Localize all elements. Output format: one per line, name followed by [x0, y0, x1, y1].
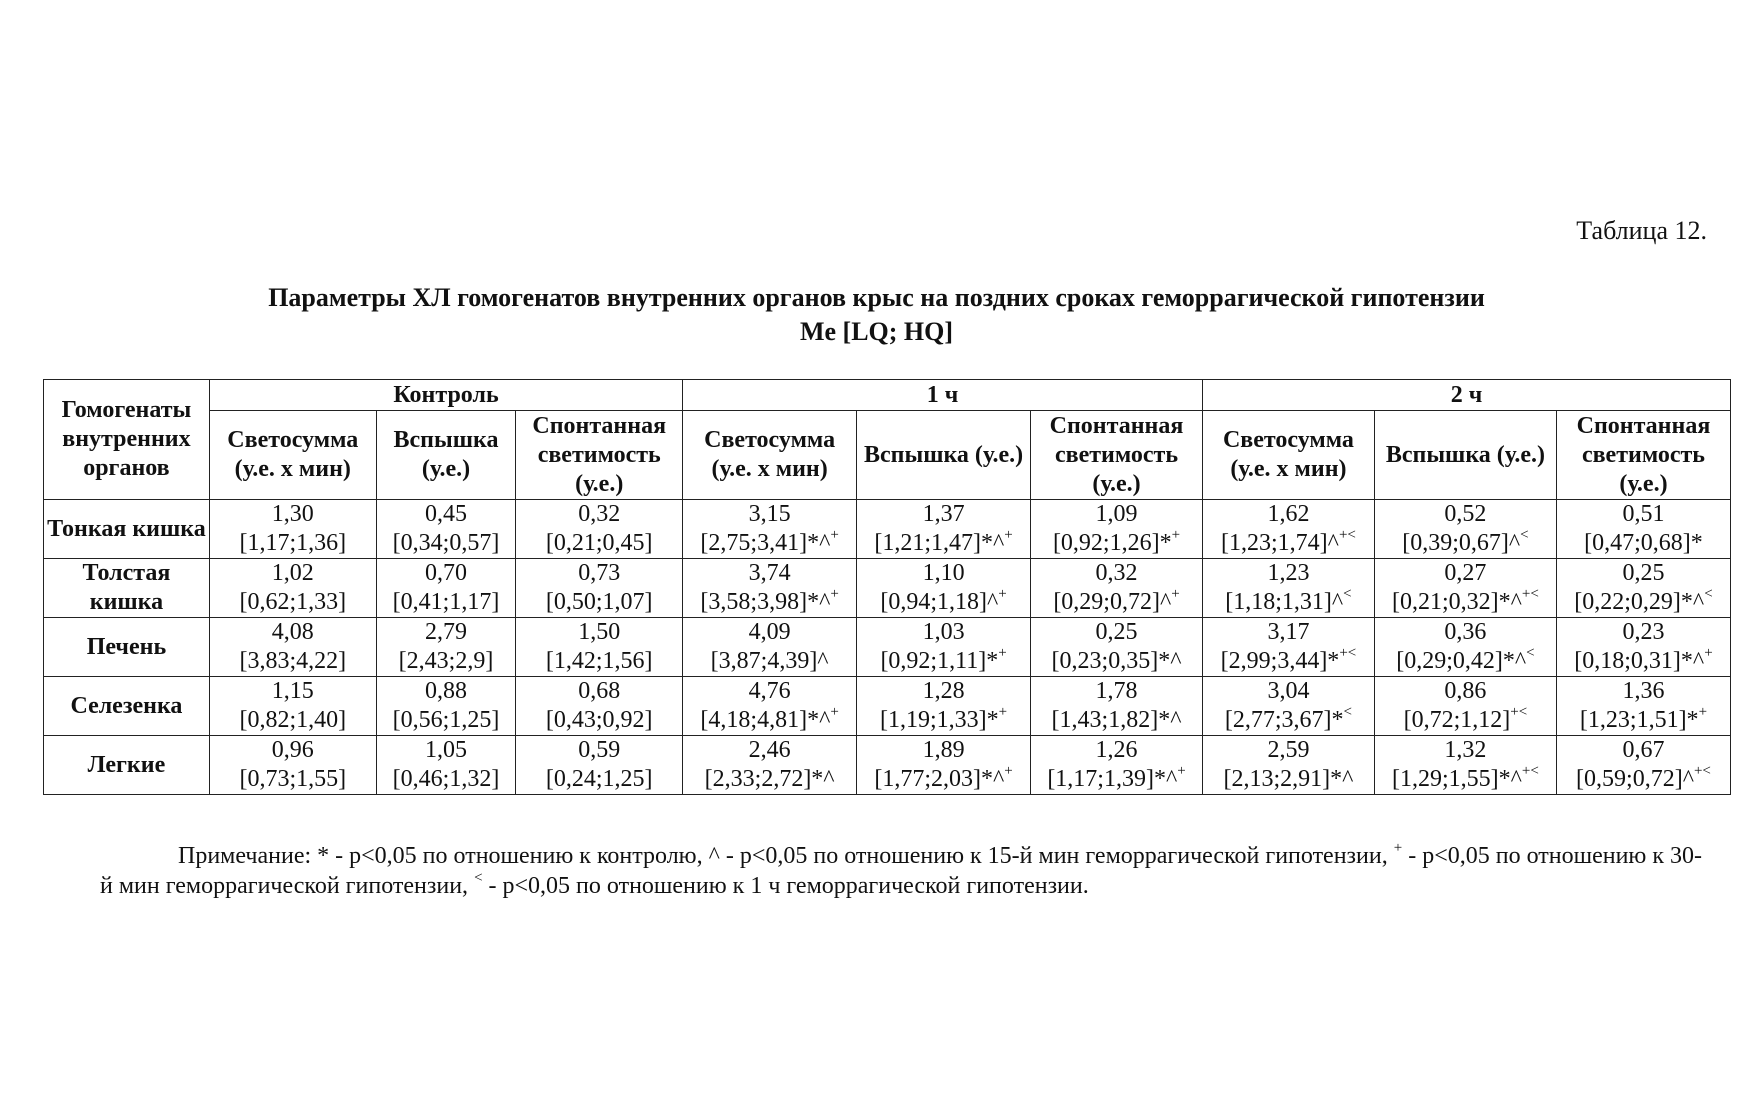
quartile-range: [0,47;0,68]*: [1584, 530, 1703, 556]
quartile-range: [1,23;1,74]^: [1221, 530, 1339, 556]
value-cell: [376, 500, 516, 559]
quartile-range: [1,17;1,39]*^: [1047, 766, 1178, 792]
value-cell: [376, 618, 516, 677]
value-cell: [683, 559, 857, 618]
value-cell: [683, 618, 857, 677]
param-header: Светосумма (у.е. х мин): [683, 411, 857, 500]
quartile-range-line: [1033, 588, 1200, 617]
value-cell: [209, 559, 376, 618]
quartile-range: [2,13;2,91]*^: [1223, 766, 1354, 792]
value-cell: [857, 677, 1031, 736]
quartile-range-line: [1033, 529, 1200, 558]
table-row: [44, 559, 1731, 618]
quartile-range: [0,46;1,32]: [392, 766, 500, 792]
quartile-range-line: [379, 647, 514, 676]
significance-marks: +: [1004, 763, 1013, 779]
significance-marks: <: [1704, 586, 1713, 602]
significance-marks: <: [1526, 645, 1535, 661]
median-value: 0,86: [1444, 678, 1487, 704]
median-value: 1,05: [425, 737, 467, 763]
value-cell: [1374, 618, 1556, 677]
quartile-range-line: [859, 706, 1028, 735]
table-row: [44, 500, 1731, 559]
organ-name: Тонкая кишка: [44, 500, 210, 559]
param-header: Вспышка (у.е.): [376, 411, 516, 500]
significance-marks: +<: [1339, 645, 1357, 661]
median-value: 0,88: [425, 678, 467, 704]
significance-marks: +<: [1521, 763, 1539, 779]
significance-marks: +: [1171, 527, 1181, 543]
quartile-range: [2,75;3,41]*^: [700, 530, 831, 556]
significance-marks: +: [1698, 704, 1708, 720]
param-header: Светосумма (у.е. х мин): [1202, 411, 1374, 500]
quartile-range: [3,87;4,39]^: [710, 648, 829, 674]
quartile-range: [0,92;1,26]*: [1052, 530, 1172, 556]
median-value: 0,68: [578, 678, 621, 704]
median-value: 0,27: [1444, 560, 1487, 586]
median-value: 1,78: [1095, 678, 1138, 704]
param-header: Спонтанная светимость (у.е.): [1031, 411, 1203, 500]
quartile-range-line: [212, 765, 374, 794]
median-value: 1,30: [271, 501, 314, 527]
median-value: 3,17: [1267, 619, 1310, 645]
median-value: 1,09: [1095, 501, 1138, 527]
group-header-control: Контроль: [209, 380, 682, 411]
median-value: 4,76: [748, 678, 791, 704]
median-value: 0,25: [1622, 560, 1665, 586]
quartile-range: [0,18;0,31]*^: [1574, 648, 1705, 674]
median-value: 0,70: [425, 560, 467, 586]
median-value: 1,23: [1267, 560, 1310, 586]
quartile-range: [0,50;1,07]: [545, 589, 653, 615]
quartile-range: [0,56;1,25]: [392, 707, 500, 733]
table-row: [44, 736, 1731, 795]
value-cell: [1556, 736, 1730, 795]
median-value: 1,10: [922, 560, 965, 586]
param-header: Светосумма (у.е. х мин): [209, 411, 376, 500]
value-cell: [209, 736, 376, 795]
value-cell: [209, 618, 376, 677]
median-value: 3,15: [748, 501, 791, 527]
significance-marks: +: [1177, 763, 1186, 779]
value-cell: [1202, 559, 1374, 618]
quartile-range-line: [1205, 588, 1372, 617]
table-row: [44, 677, 1731, 736]
median-value: 2,46: [748, 737, 791, 763]
value-cell: [516, 559, 683, 618]
median-value: 1,26: [1095, 737, 1138, 763]
quartile-range-line: [212, 647, 374, 676]
quartile-range-line: [685, 647, 854, 676]
quartile-range: [1,42;1,56]: [545, 648, 653, 674]
quartile-range: [4,18;4,81]*^: [700, 707, 831, 733]
value-cell: [516, 618, 683, 677]
quartile-range-line: [859, 529, 1028, 558]
median-value: 0,32: [1095, 560, 1138, 586]
value-cell: [1031, 736, 1203, 795]
median-value: 0,59: [578, 737, 621, 763]
median-value: 1,50: [578, 619, 621, 645]
organ-name: Печень: [44, 618, 210, 677]
value-cell: [857, 618, 1031, 677]
value-cell: [1031, 559, 1203, 618]
significance-marks: +: [998, 704, 1008, 720]
footnote-lt-mark: <: [474, 870, 483, 886]
param-header: Спонтанная светимость (у.е.): [516, 411, 683, 500]
quartile-range-line: [379, 588, 514, 617]
quartile-range: [3,58;3,98]*^: [700, 589, 831, 615]
value-cell: [516, 736, 683, 795]
group-header-1h: 1 ч: [683, 380, 1203, 411]
value-cell: [1202, 500, 1374, 559]
median-value: 4,09: [748, 619, 791, 645]
median-value: 0,96: [271, 737, 314, 763]
median-value: 1,32: [1444, 737, 1487, 763]
param-header: Вспышка (у.е.): [1374, 411, 1556, 500]
quartile-range-line: [685, 529, 854, 558]
significance-marks: +: [1704, 645, 1713, 661]
quartile-range-line: [1205, 647, 1372, 676]
footnote-plus-mark: +: [1393, 840, 1403, 856]
organ-name: Легкие: [44, 736, 210, 795]
footnote-part-2: - p<0,05 по отношению к 30-й мин геморрагической гипотензии,: [100, 843, 1703, 899]
quartile-range-line: [1377, 529, 1554, 558]
quartile-range-line: [1377, 588, 1554, 617]
value-cell: [209, 677, 376, 736]
value-cell: [209, 500, 376, 559]
quartile-range: [0,92;1,11]*: [880, 648, 999, 674]
median-value: 1,02: [271, 560, 314, 586]
quartile-range-line: [859, 588, 1028, 617]
value-cell: [1374, 500, 1556, 559]
quartile-range: [0,62;1,33]: [239, 589, 347, 615]
quartile-range-line: [518, 765, 680, 794]
value-cell: [857, 559, 1031, 618]
quartile-range-line: [859, 647, 1028, 676]
significance-marks: +: [998, 645, 1007, 661]
quartile-range-line: [212, 706, 374, 735]
significance-marks: +: [830, 704, 839, 720]
quartile-range: [1,18;1,31]^: [1225, 589, 1344, 615]
quartile-range: [2,99;3,44]*: [1220, 648, 1340, 674]
value-cell: [857, 736, 1031, 795]
value-cell: [1031, 618, 1203, 677]
quartile-range-line: [1559, 765, 1728, 794]
quartile-range: [0,29;0,72]^: [1053, 589, 1172, 615]
quartile-range-line: [518, 529, 680, 558]
quartile-range: [0,39;0,67]^: [1402, 530, 1521, 556]
quartile-range-line: [1377, 765, 1554, 794]
quartile-range: [1,17;1,36]: [239, 530, 347, 556]
value-cell: [1202, 736, 1374, 795]
median-value: 0,45: [425, 501, 467, 527]
quartile-range-line: [1033, 765, 1200, 794]
quartile-range-line: [1559, 647, 1728, 676]
group-header-2h: 2 ч: [1202, 380, 1730, 411]
quartile-range-line: [1205, 706, 1372, 735]
median-value: 0,67: [1622, 737, 1665, 763]
value-cell: [516, 500, 683, 559]
quartile-range: [0,73;1,55]: [239, 766, 347, 792]
footnote-part-3: - p<0,05 по отношению к 1 ч геморрагической гипотензии.: [482, 873, 1089, 899]
median-value: 0,73: [578, 560, 621, 586]
median-value: 4,08: [271, 619, 314, 645]
quartile-range: [0,21;0,32]*^: [1392, 589, 1522, 615]
quartile-range: [0,23;0,35]*^: [1051, 648, 1182, 674]
significance-marks: +<: [1338, 527, 1356, 543]
row-header-cell: Гомогенаты внутренних органов: [44, 380, 210, 500]
organ-name: Толстая кишка: [44, 559, 210, 618]
value-cell: [516, 677, 683, 736]
quartile-range: [0,59;0,72]^: [1576, 766, 1694, 792]
value-cell: [683, 736, 857, 795]
quartile-range: [1,21;1,47]*^: [874, 530, 1005, 556]
median-value: 0,32: [578, 501, 621, 527]
param-header: Спонтанная светимость (у.е.): [1556, 411, 1730, 500]
significance-marks: <: [1520, 527, 1529, 543]
footnote: [100, 841, 1702, 901]
quartile-range: [0,94;1,18]^: [880, 589, 999, 615]
quartile-range: [0,22;0,29]*^: [1574, 589, 1705, 615]
quartile-range-line: [379, 765, 514, 794]
median-value: 0,36: [1444, 619, 1487, 645]
quartile-range: [1,23;1,51]*: [1579, 707, 1699, 733]
value-cell: [1556, 500, 1730, 559]
value-cell: [376, 559, 516, 618]
value-cell: [1374, 677, 1556, 736]
significance-marks: <: [1343, 704, 1352, 720]
median-value: 3,74: [748, 560, 791, 586]
median-value: 0,23: [1622, 619, 1665, 645]
value-cell: [683, 677, 857, 736]
quartile-range-line: [859, 765, 1028, 794]
value-cell: [1556, 618, 1730, 677]
footnote-part-1: Примечание: * - p<0,05 по отношению к контролю, ^ - p<0,05 по отношению к 15-й мин геморрагической гипотензии,: [178, 843, 1394, 869]
median-value: 1,62: [1267, 501, 1310, 527]
param-header: Вспышка (у.е.): [857, 411, 1031, 500]
quartile-range-line: [1559, 588, 1728, 617]
quartile-range-line: [518, 706, 680, 735]
quartile-range: [0,41;1,17]: [392, 589, 500, 615]
quartile-range-line: [1377, 647, 1554, 676]
median-value: 1,03: [922, 619, 965, 645]
significance-marks: +: [830, 586, 839, 602]
quartile-range-line: [379, 706, 514, 735]
significance-marks: <: [1343, 586, 1352, 602]
header-group-row: [44, 380, 1731, 411]
quartile-range: [3,83;4,22]: [239, 648, 347, 674]
table-number: Таблица 12.: [1576, 216, 1707, 245]
median-value: 1,15: [271, 678, 314, 704]
value-cell: [376, 677, 516, 736]
quartile-range-line: [212, 588, 374, 617]
quartile-range: [2,77;3,67]*: [1224, 707, 1344, 733]
organ-name: Селезенка: [44, 677, 210, 736]
header-param-row: [44, 411, 1731, 500]
significance-marks: +: [1004, 527, 1013, 543]
quartile-range-line: [518, 647, 680, 676]
table-body: [44, 500, 1731, 795]
quartile-range: [2,33;2,72]*^: [704, 766, 835, 792]
quartile-range-line: [685, 706, 854, 735]
quartile-range: [0,72;1,12]: [1403, 707, 1511, 733]
value-cell: [1374, 559, 1556, 618]
significance-marks: +<: [1510, 704, 1528, 720]
significance-marks: +: [998, 586, 1007, 602]
quartile-range-line: [685, 765, 854, 794]
value-cell: [1556, 677, 1730, 736]
quartile-range-line: [1033, 647, 1200, 676]
quartile-range-line: [1205, 765, 1372, 794]
quartile-range-line: [212, 529, 374, 558]
quartile-range: [1,19;1,33]*: [880, 707, 999, 733]
quartile-range: [0,24;1,25]: [545, 766, 653, 792]
significance-marks: +: [830, 527, 839, 543]
table-row: [44, 618, 1731, 677]
results-table: [43, 379, 1731, 795]
value-cell: [857, 500, 1031, 559]
quartile-range: [2,43;2,9]: [398, 648, 494, 674]
quartile-range-line: [1559, 706, 1728, 735]
significance-marks: +<: [1521, 586, 1539, 602]
significance-marks: +<: [1693, 763, 1711, 779]
table-title: [0, 281, 1753, 349]
value-cell: [1031, 677, 1203, 736]
value-cell: [1031, 500, 1203, 559]
significance-marks: +: [1171, 586, 1180, 602]
quartile-range-line: [518, 588, 680, 617]
median-value: 1,28: [922, 678, 965, 704]
median-value: 2,59: [1267, 737, 1310, 763]
median-value: 1,89: [922, 737, 965, 763]
quartile-range: [0,21;0,45]: [545, 530, 653, 556]
quartile-range-line: [1033, 706, 1200, 735]
quartile-range-line: [1205, 529, 1372, 558]
quartile-range-line: [379, 529, 514, 558]
quartile-range-line: [685, 588, 854, 617]
quartile-range: [0,29;0,42]*^: [1396, 648, 1527, 674]
median-value: 3,04: [1267, 678, 1310, 704]
title-line-1: Параметры ХЛ гомогенатов внутренних органов крыс на поздних сроках геморрагической гипотензии: [268, 283, 1485, 312]
quartile-range: [1,29;1,55]*^: [1392, 766, 1522, 792]
value-cell: [1202, 618, 1374, 677]
quartile-range: [0,82;1,40]: [239, 707, 347, 733]
median-value: 1,37: [922, 501, 965, 527]
value-cell: [1556, 559, 1730, 618]
median-value: 2,79: [425, 619, 467, 645]
value-cell: [1202, 677, 1374, 736]
median-value: 1,36: [1622, 678, 1665, 704]
quartile-range: [1,77;2,03]*^: [874, 766, 1005, 792]
quartile-range: [0,43;0,92]: [545, 707, 653, 733]
title-line-2: Me [LQ; HQ]: [799, 317, 954, 346]
median-value: 0,25: [1095, 619, 1138, 645]
quartile-range-line: [1377, 706, 1554, 735]
quartile-range: [0,34;0,57]: [392, 530, 500, 556]
median-value: 0,52: [1444, 501, 1487, 527]
quartile-range-line: [1559, 529, 1728, 558]
median-value: 0,51: [1622, 501, 1665, 527]
value-cell: [376, 736, 516, 795]
value-cell: [1374, 736, 1556, 795]
value-cell: [683, 500, 857, 559]
quartile-range: [1,43;1,82]*^: [1051, 707, 1182, 733]
